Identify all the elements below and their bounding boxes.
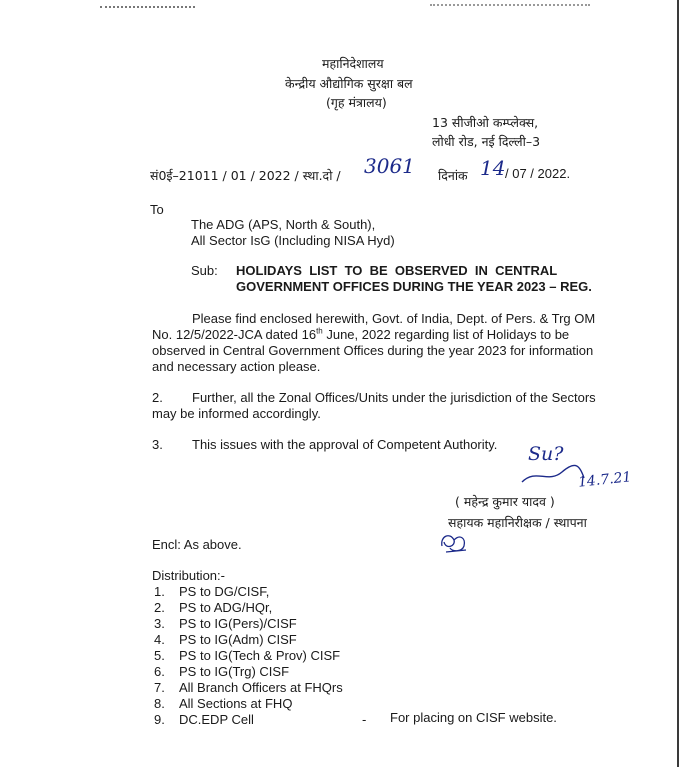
addressee-line1: The ADG (APS, North & South),	[191, 217, 376, 232]
handwritten-initials-stamp	[436, 528, 472, 556]
date-label: दिनांक	[438, 168, 468, 183]
list-item-number: 1.	[154, 584, 165, 599]
list-item: PS to IG(Trg) CISF	[179, 664, 290, 679]
signatory-designation: सहायक महानिरीक्षक / स्थापना	[448, 515, 587, 530]
org-name-line2: केन्द्रीय औद्योगिक सुरक्षा बल	[285, 76, 413, 91]
date-rest: / 07 / 2022.	[505, 166, 571, 181]
scan-artifact	[100, 6, 195, 16]
list-item-number: 3.	[154, 616, 165, 631]
signature-initials: Su?	[528, 443, 564, 465]
list-item-number: 6.	[154, 664, 165, 679]
list-item: All Sections at FHQ	[179, 696, 293, 711]
list-item: PS to IG(Pers)/CISF	[179, 616, 297, 631]
subject-line1: HOLIDAYS LIST TO BE OBSERVED IN CENTRAL	[236, 263, 558, 278]
enclosure-note: Encl: As above.	[152, 537, 242, 552]
list-item-number: 2.	[154, 600, 165, 615]
list-item-note: For placing on CISF website.	[390, 710, 557, 725]
addressee-line2: All Sector IsG (Including NISA Hyd)	[191, 233, 395, 248]
handwritten-number: 3061	[364, 154, 415, 178]
list-item-number: 7.	[154, 680, 165, 695]
para1-line1: Please find enclosed herewith, Govt. of India, Dept. of Pers. & Trg OM	[192, 311, 596, 326]
list-item-number: 4.	[154, 632, 165, 647]
list-item-number: 5.	[154, 648, 165, 663]
para2-number: 2.	[152, 390, 163, 405]
signature-date: 14.7.21	[577, 469, 633, 491]
signatory-name: ( महेन्द्र कुमार यादव )	[455, 494, 555, 509]
para1-line2-sup: th	[316, 326, 323, 336]
page-edge	[677, 0, 679, 767]
para1-line2-a: No. 12/5/2022-JCA dated 16	[152, 327, 317, 342]
list-item-number: 8.	[154, 696, 165, 711]
subject-label: Sub:	[191, 263, 218, 278]
address-line1: 13 सीजीओ कम्प्लेक्स,	[432, 115, 539, 130]
list-item: DC.EDP Cell	[179, 712, 254, 727]
file-number: सं0ई–21011 / 01 / 2022 / स्था.दो /	[150, 168, 341, 183]
to-label: To	[150, 202, 164, 217]
org-name-line1: महानिदेशालय	[322, 56, 384, 71]
list-item: All Branch Officers at FHQrs	[179, 680, 343, 695]
list-item: PS to IG(Adm) CISF	[179, 632, 297, 647]
address-line2: लोधी रोड, नई दिल्ली–3	[432, 134, 541, 149]
org-name-line3: (गृह मंत्रालय)	[326, 95, 387, 110]
para1-line2	[152, 327, 569, 343]
handwritten-date-day: 14	[480, 156, 506, 180]
para3-text: This issues with the approval of Competent Authority.	[192, 437, 498, 452]
para1-line3: observed in Central Government Offices during the year 2023 for information	[152, 343, 594, 358]
subject-line2: GOVERNMENT OFFICES DURING THE YEAR 2023 – REG.	[236, 279, 592, 294]
list-item: PS to ADG/HQr,	[179, 600, 273, 615]
signature-stroke	[518, 458, 588, 488]
para2-line2: may be informed accordingly.	[152, 406, 321, 421]
para3-number: 3.	[152, 437, 163, 452]
scan-artifact	[430, 4, 590, 12]
list-item-dash: -	[362, 712, 367, 727]
list-item: PS to DG/CISF,	[179, 584, 270, 599]
list-item-number: 9.	[154, 712, 165, 727]
para2-line1: Further, all the Zonal Offices/Units under the jurisdiction of the Sectors	[192, 390, 596, 405]
distribution-heading: Distribution:-	[152, 568, 225, 583]
para1-line2-b: June, 2022 regarding list of Holidays to be	[322, 327, 570, 342]
list-item: PS to IG(Tech & Prov) CISF	[179, 648, 341, 663]
para1-line4: and necessary action please.	[152, 359, 321, 374]
